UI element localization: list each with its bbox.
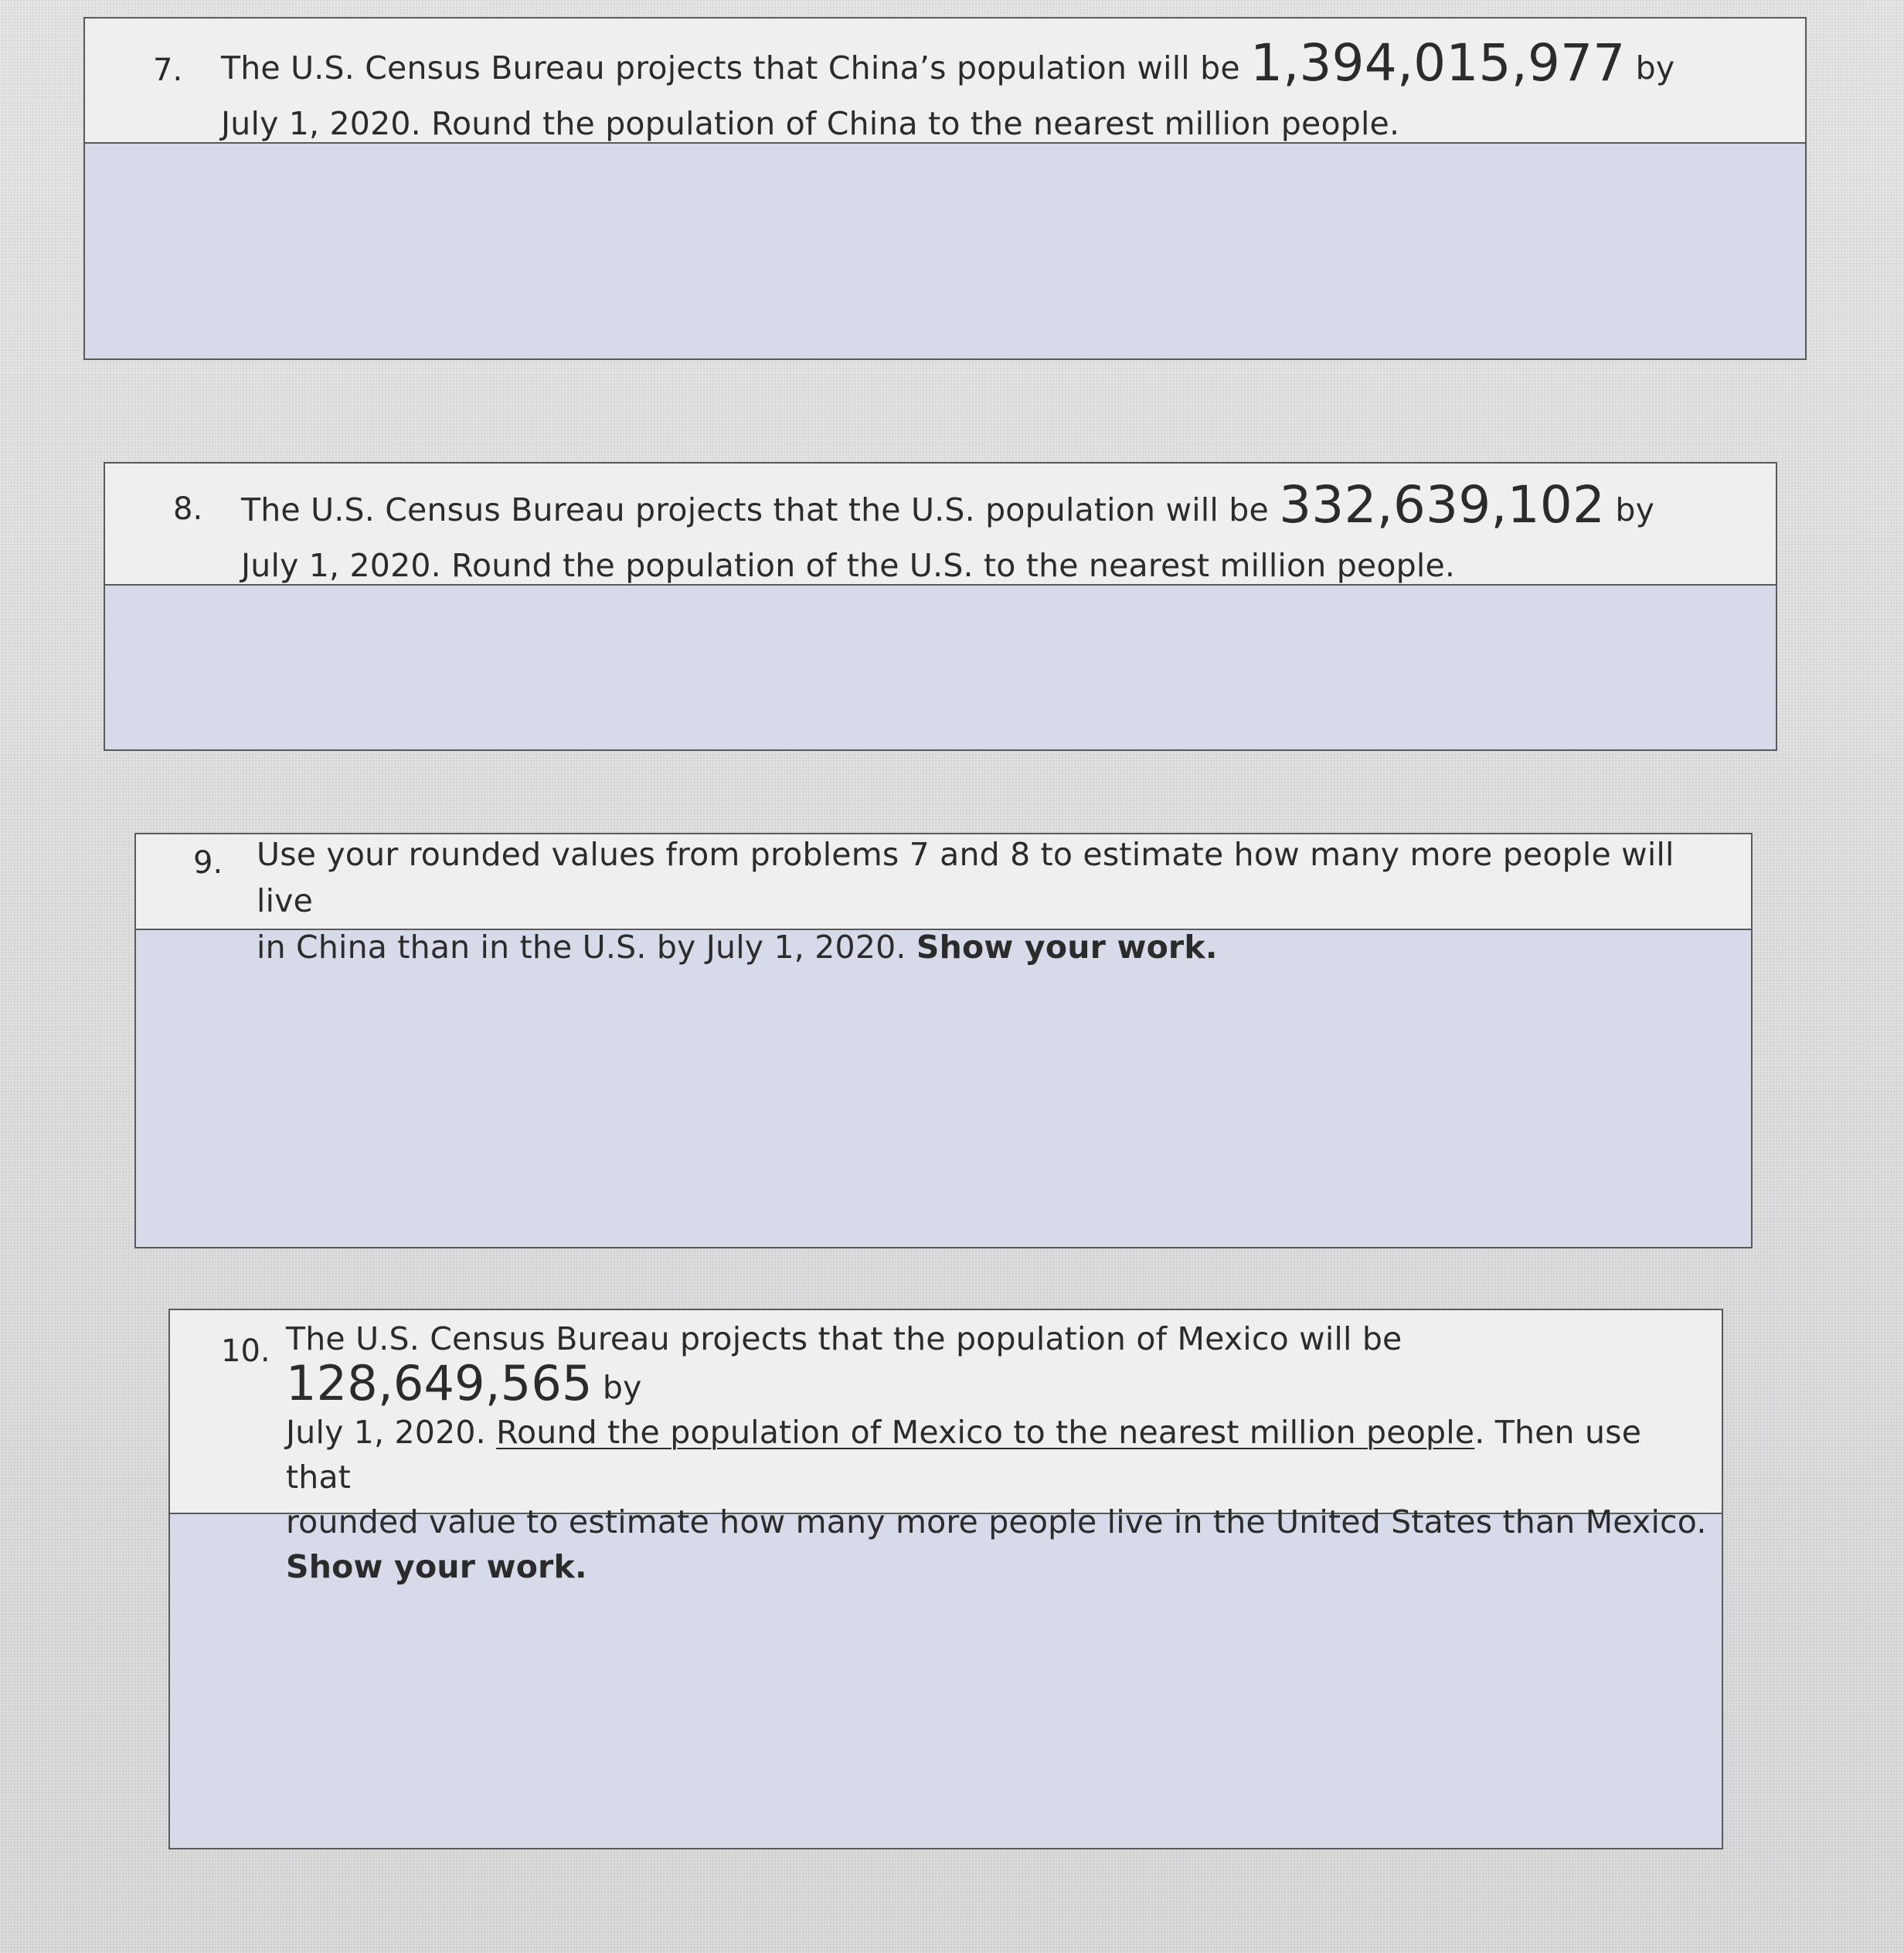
problem-8-number: 8. <box>173 491 203 527</box>
problem-9-line2-pre: in China than in the U.S. by July 1, 2020. <box>257 929 916 966</box>
problem-10-text <box>286 1316 1715 1589</box>
problem-7-line1-post: by <box>1625 49 1675 87</box>
problem-7-line1-pre: The U.S. Census Bureau projects that China’s population will be <box>221 49 1250 87</box>
problem-7-answer-box[interactable] <box>85 144 1805 358</box>
problem-7-line2: July 1, 2020. Round the population of China to the nearest million people. <box>221 105 1400 142</box>
problem-9-number: 9. <box>193 845 223 881</box>
problem-10-show-work: Show your work. <box>286 1548 587 1585</box>
problem-10-prompt <box>170 1310 1722 1585</box>
problem-9-line1: Use your rounded values from problems 7 and 8 to estimate how many more people will live <box>257 836 1674 919</box>
problem-8 <box>104 462 1777 751</box>
problem-8-prompt <box>105 464 1776 586</box>
problem-9-answer-box[interactable] <box>136 930 1751 1247</box>
problem-10-line1-post: by <box>592 1369 642 1406</box>
problem-10-line2-pre: July 1, 2020. <box>286 1414 497 1451</box>
problem-7-number: 7. <box>153 53 183 88</box>
problem-7-prompt <box>85 19 1805 144</box>
problem-8-answer-box[interactable] <box>105 586 1776 749</box>
problem-9 <box>134 833 1753 1248</box>
problem-7-text <box>221 33 1790 151</box>
us-population-value: 332,639,102 <box>1279 475 1606 535</box>
problem-7 <box>83 17 1807 360</box>
problem-8-line1-post: by <box>1605 491 1655 528</box>
problem-9-text <box>257 831 1740 970</box>
china-population-value: 1,394,015,977 <box>1250 33 1626 93</box>
mexico-population-value: 128,649,565 <box>286 1355 593 1411</box>
problem-10-number: 10. <box>221 1333 270 1369</box>
problem-8-line2: July 1, 2020. Round the population of the U.S. to the nearest million people. <box>241 547 1456 584</box>
problem-10-underlined-instruction: Round the population of Mexico to the nearest million people <box>496 1414 1475 1451</box>
problem-10 <box>168 1309 1723 1849</box>
problem-9-show-work: Show your work. <box>916 929 1218 966</box>
problem-10-line1-pre: The U.S. Census Bureau projects that the population of Mexico will be <box>286 1320 1402 1357</box>
problem-9-prompt <box>136 834 1751 966</box>
problem-8-line1-pre: The U.S. Census Bureau projects that the U.S. population will be <box>241 491 1280 528</box>
problem-10-line3: rounded value to estimate how many more people live in the United States than Mexico. <box>286 1503 1707 1540</box>
problem-8-text <box>241 477 1756 593</box>
problem-10-line2-post: . Then use that <box>286 1414 1642 1496</box>
